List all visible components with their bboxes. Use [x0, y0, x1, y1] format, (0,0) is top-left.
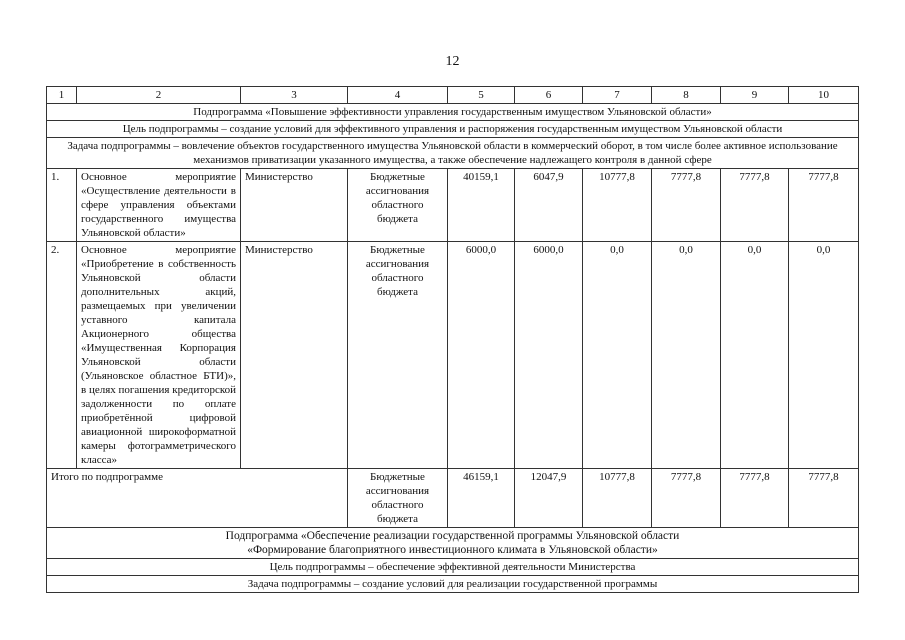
subprogram-title-line: Подпрограмма «Обеспечение реализации государственной программы Ульяновской области [225, 530, 680, 542]
funding-source: Бюджетные ассигнования областного бюджета [348, 242, 448, 469]
funding-source: Бюджетные ассигнования областного бюджета [348, 469, 448, 528]
column-number-row [47, 87, 859, 104]
subprogram-title-line: «Формирование благоприятного инвестиционного климата в Ульяновской области» [247, 544, 658, 556]
value-cell: 10777,8 [583, 169, 652, 242]
page-number: 12 [445, 54, 460, 69]
column-header: 10 [789, 87, 859, 104]
funding-source: Бюджетные ассигнования областного бюджета [348, 169, 448, 242]
subprogram-goal: Цель подпрограммы – обеспечение эффективной деятельности Министерства [47, 559, 859, 576]
total-label: Итого по подпрограмме [47, 469, 348, 528]
value-cell: 6047,9 [515, 169, 583, 242]
subprogram-title [47, 528, 859, 559]
executor: Министерство [241, 242, 348, 469]
subprogram-goal-row [47, 121, 859, 138]
value-cell: 10777,8 [583, 469, 652, 528]
subprogram-task: Задача подпрограммы – вовлечение объектов государственного имущества Ульяновской области в коммерческий оборот, в том числе более активное использование механизмов приватизации указанного имущества, а также обеспечение надлежащего контроля в данной сфере [47, 138, 859, 169]
column-header: 1 [47, 87, 77, 104]
value-cell: 7777,8 [721, 169, 789, 242]
column-header: 9 [721, 87, 789, 104]
measure-name: Основное мероприятие «Приобретение в собственность Ульяновской области дополнительных акций, размещаемых при увеличении уставного капитала Акционерного общества «Имущественная Корпорация Ульяновской области (Ульяновское областное БТИ)», в целях погашения кредиторской задолженности по оплате приобретённой цифровой авиационной широкоформатной камеры фотограмметрического класса» [77, 242, 241, 469]
value-cell: 0,0 [721, 242, 789, 469]
value-cell: 0,0 [583, 242, 652, 469]
value-cell: 12047,9 [515, 469, 583, 528]
subprogram-task-row [47, 138, 859, 169]
row-number: 1. [47, 169, 77, 242]
value-cell: 0,0 [652, 242, 721, 469]
subprogram-title-row [47, 104, 859, 121]
column-header: 2 [77, 87, 241, 104]
column-header: 7 [583, 87, 652, 104]
subprogram-task: Задача подпрограммы – создание условий для реализации государственной программы [47, 576, 859, 593]
column-header: 8 [652, 87, 721, 104]
subprogram-task-row [47, 576, 859, 593]
value-cell: 46159,1 [448, 469, 515, 528]
value-cell: 6000,0 [515, 242, 583, 469]
measure-name: Основное мероприятие «Осуществление деятельности в сфере управления объектами государственного имущества Ульяновской области» [77, 169, 241, 242]
value-cell: 40159,1 [448, 169, 515, 242]
subprogram-goal: Цель подпрограммы – создание условий для эффективного управления и распоряжения государственным имуществом Ульяновской области [47, 121, 859, 138]
budget-table [46, 86, 859, 593]
subprogram-title-row [47, 528, 859, 559]
value-cell: 7777,8 [789, 169, 859, 242]
row-number: 2. [47, 242, 77, 469]
value-cell: 7777,8 [652, 469, 721, 528]
value-cell: 6000,0 [448, 242, 515, 469]
table-row [47, 169, 859, 242]
total-row [47, 469, 859, 528]
column-header: 4 [348, 87, 448, 104]
column-header: 3 [241, 87, 348, 104]
table-row [47, 242, 859, 469]
value-cell: 7777,8 [652, 169, 721, 242]
column-header: 6 [515, 87, 583, 104]
value-cell: 0,0 [789, 242, 859, 469]
subprogram-title: Подпрограмма «Повышение эффективности управления государственным имуществом Ульяновской области» [47, 104, 859, 121]
executor: Министерство [241, 169, 348, 242]
column-header: 5 [448, 87, 515, 104]
value-cell: 7777,8 [721, 469, 789, 528]
value-cell: 7777,8 [789, 469, 859, 528]
subprogram-goal-row [47, 559, 859, 576]
